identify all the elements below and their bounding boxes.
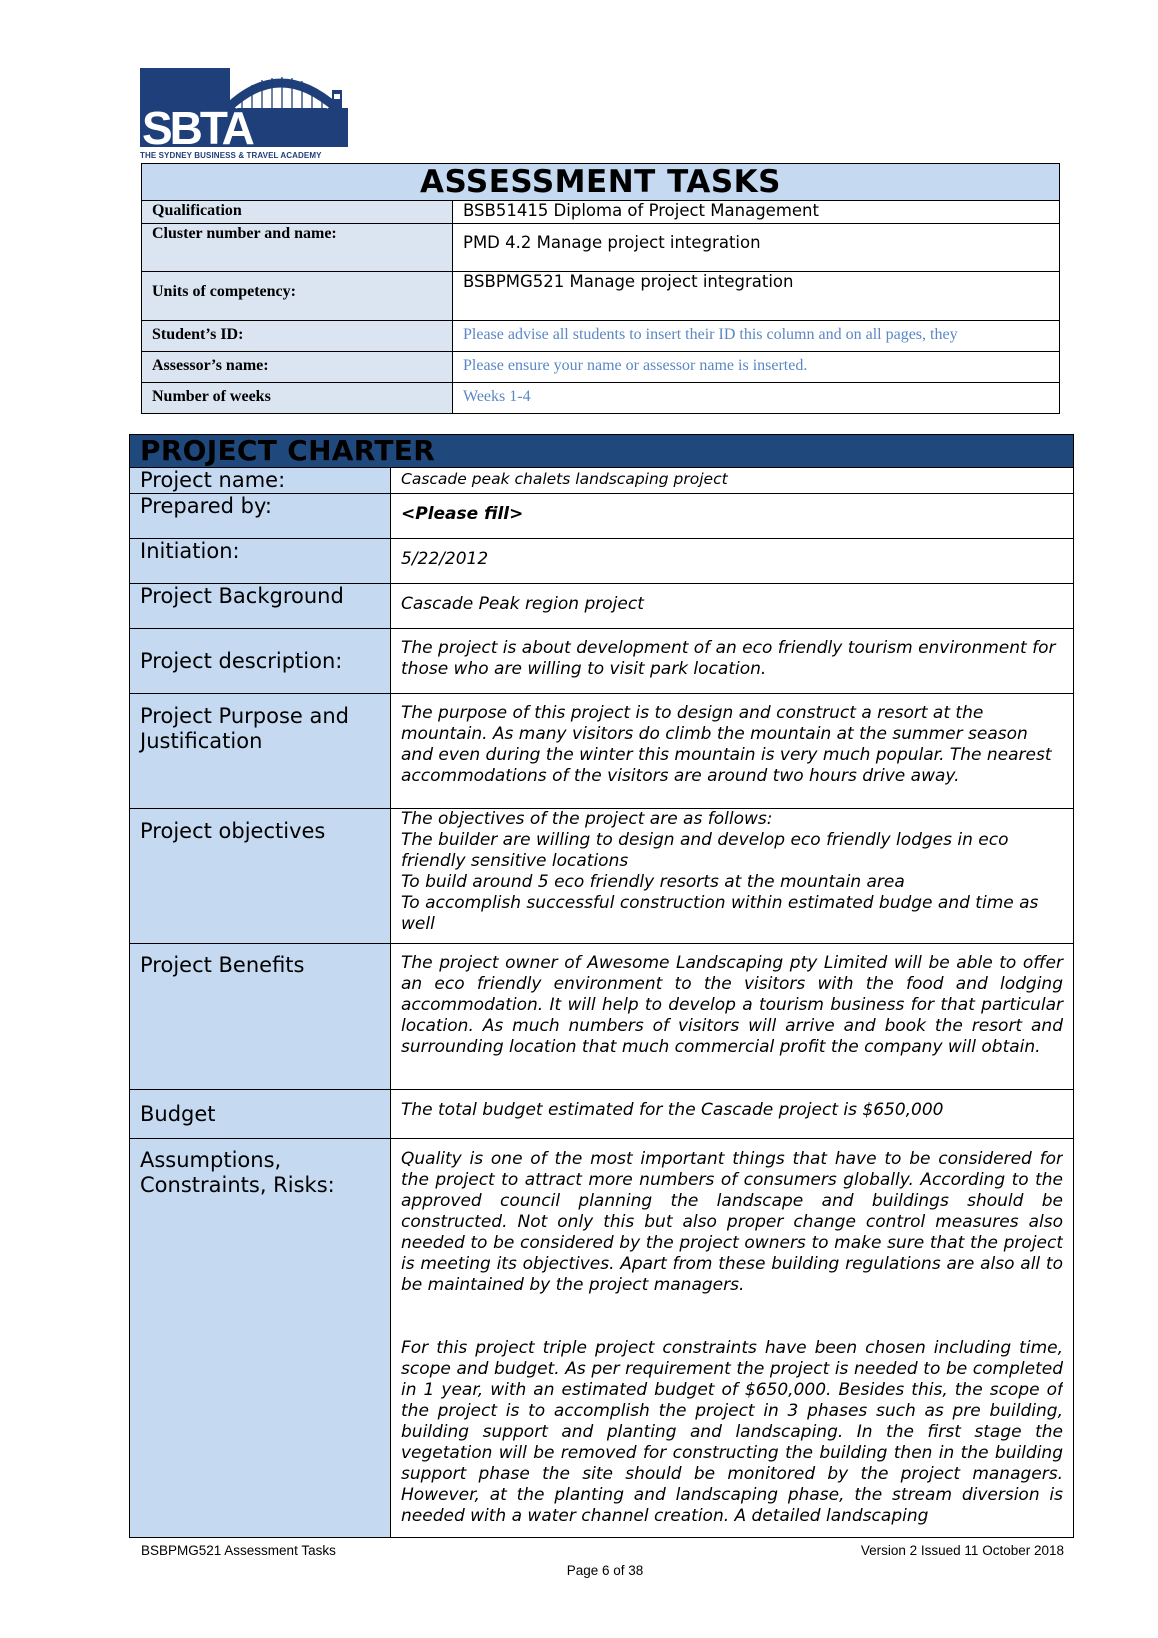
list-item: The builder are willing to design and develop eco friendly lodges in eco friendly sensitive locations xyxy=(401,830,1009,871)
risks-paragraph-1: Quality is one of the most important things that have to be considered for the project to attract more numbers of consumers globally. According to the approved council planning the landscape and buildings should be constructed. Not only this but also proper change control measures also needed to be considered by the project owners to make sure that the project is meeting its objectives. Apart from these building regulations are also all to be maintained by the project managers. xyxy=(401,1149,1063,1295)
prepared-by-label: Prepared by: xyxy=(130,494,391,539)
description-label: Project description: xyxy=(130,629,391,694)
budget-label: Budget xyxy=(130,1090,391,1139)
assessment-tasks-table xyxy=(141,163,1060,414)
table-row xyxy=(142,383,1060,414)
assessment-title: ASSESSMENT TASKS xyxy=(142,164,1060,201)
initiation-value: 5/22/2012 xyxy=(391,539,1074,584)
table-row xyxy=(142,321,1060,352)
list-item: To accomplish successful construction within estimated budge and time as well xyxy=(401,893,1039,934)
weeks-value: Weeks 1-4 xyxy=(453,383,1060,414)
risks-paragraph-2: For this project triple project constraints have been chosen including time, scope and budget. As per requirement the project is needed to be completed in 1 year, with an estimated budget of $650,000. Besides this, the scope of the project is to accomplish the project in 3 phases such as pre building, building support and planting and landscaping. In the first stage the vegetation will be removed for constructing the building then in the building support phase the site should be monitored by the project managers. However, at the planting and landscaping phase, the stream diversion is needed with a water channel creation. A detailed landscaping xyxy=(401,1338,1063,1526)
prepared-by-value[interactable]: <Please fill> xyxy=(391,494,1074,539)
table-row xyxy=(142,272,1060,321)
list-item: To build around 5 eco friendly resorts at the mountain area xyxy=(401,872,905,892)
list-item: The objectives of the project are as follows: xyxy=(401,809,773,829)
footer-version: Version 2 Issued 11 October 2018 xyxy=(860,1543,1064,1558)
table-row xyxy=(130,584,1074,629)
project-charter-table xyxy=(129,434,1074,1538)
student-id-field[interactable] xyxy=(453,321,1060,352)
qualification-label: Qualification xyxy=(142,201,453,224)
table-row xyxy=(130,494,1074,539)
purpose-label: Project Purpose and Justification xyxy=(130,694,391,809)
table-row xyxy=(142,224,1060,272)
footer-document-title: BSBPMG521 Assessment Tasks xyxy=(141,1543,336,1558)
cluster-label: Cluster number and name: xyxy=(142,224,453,272)
weeks-label: Number of weeks xyxy=(142,383,453,414)
units-value: BSBPMG521 Manage project integration xyxy=(453,272,1060,321)
charter-title: PROJECT CHARTER xyxy=(130,435,1074,468)
table-row xyxy=(142,352,1060,383)
table-row xyxy=(130,1139,1074,1538)
sbta-logo xyxy=(140,68,352,160)
objectives-label: Project objectives xyxy=(130,809,391,944)
initiation-label: Initiation: xyxy=(130,539,391,584)
objectives-list xyxy=(391,809,1074,944)
table-row xyxy=(130,944,1074,1090)
sbta-logo-text: SBTA xyxy=(142,102,252,148)
footer-page-number: Page 6 of 38 xyxy=(566,1563,644,1578)
benefits-label: Project Benefits xyxy=(130,944,391,1090)
table-row xyxy=(130,1090,1074,1139)
benefits-value: The project owner of Awesome Landscaping pty Limited will be able to offer an eco friendly environment to the visitors with the food and lodging accommodation. It will help to develop a tourism business for that particular location. As much numbers of visitors will arrive and book the resort and surrounding location that much commercial profit the company will obtain. xyxy=(391,944,1074,1090)
table-row xyxy=(130,809,1074,944)
assessor-name-label: Assessor’s name: xyxy=(142,352,453,383)
logo-tagline: THE SYDNEY BUSINESS & TRAVEL ACADEMY xyxy=(140,151,322,160)
description-value: The project is about development of an eco friendly tourism environment for those who are willing to visit park location. xyxy=(391,629,1074,694)
table-row xyxy=(142,201,1060,224)
cluster-value: PMD 4.2 Manage project integration xyxy=(453,224,1060,272)
units-label: Units of competency: xyxy=(142,272,453,321)
risks-label: Assumptions, Constraints, Risks: xyxy=(130,1139,391,1538)
table-row xyxy=(130,468,1074,494)
project-name-label: Project name: xyxy=(130,468,391,494)
table-row xyxy=(130,539,1074,584)
table-row xyxy=(130,629,1074,694)
assessor-name-field[interactable]: Please ensure your name or assessor name is inserted. xyxy=(453,352,1060,383)
student-id-label: Student’s ID: xyxy=(142,321,453,352)
project-name-value: Cascade peak chalets landscaping project xyxy=(391,468,1074,494)
background-value: Cascade Peak region project xyxy=(391,584,1074,629)
qualification-value: BSB51415 Diploma of Project Management xyxy=(453,201,1060,224)
student-id-hint: Please advise all students to insert their ID this column and on all pages, they xyxy=(463,326,958,343)
purpose-value: The purpose of this project is to design and construct a resort at the mountain. As many visitors do climb the mountain at the summer season and even during the winter this mountain is very much popular. The nearest accommodations of the visitors are around two hours drive away. xyxy=(391,694,1074,809)
background-label: Project Background xyxy=(130,584,391,629)
risks-value xyxy=(391,1139,1074,1538)
table-row xyxy=(130,694,1074,809)
budget-value: The total budget estimated for the Cascade project is $650,000 xyxy=(391,1090,1074,1139)
sbta-logo-graphic xyxy=(140,68,352,148)
